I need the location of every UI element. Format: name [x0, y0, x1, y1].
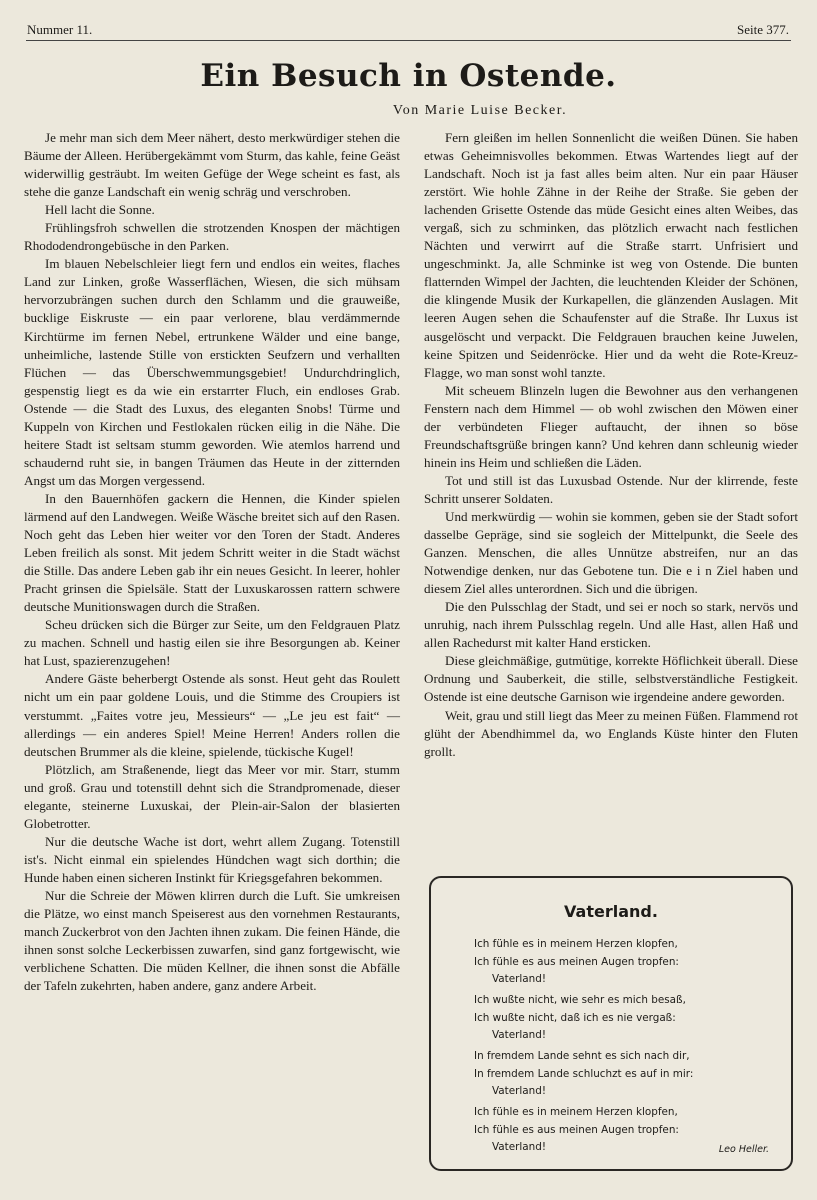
paragraph: Fern gleißen im hellen Sonnenlicht die weißen Dünen. Sie haben etwas Geheimnisvolles bekommen. Etwas Wartendes liegt auf der Landschaft. Noch ist ja fast alles beim alten. Nur ein paar Häuser zerstört. Wie hohle Zähne in der Reihe der Straße. Sie geben der lachenden Grisette Ostende das müde Gesicht eines alten Weibes, das vergaß, sich zu schminken, das plötzlich erwacht nach festlichen Nächten und verwirrt auf die Straße starrt. Unfrisiert und ungeschminkt. Ja, alle Schminke ist weg von Ostende. Die bunten flatternden Wimpel der Jachten, die leuchtenden Kleider der Schönen, die klingende Musik der Kurkapellen, die glänzenden Auslagen. Mit leeren Augen sehen die Schaufenster auf die Straße. Ihr Luxus ist ausgelöscht und verpackt. Die Feldgrauen brauchen keine Juwelen, keine Spitzen und Seidenröcke. Hier und da weht die Rote-Kreuz-Flagge, wo man sonst wohl tanzte.: [424, 130, 798, 380]
poem-line: Ich wußte nicht, daß ich es nie vergaß:: [474, 1011, 676, 1024]
paragraph: Hell lacht die Sonne.: [45, 202, 155, 218]
page-number: Seite 377.: [737, 22, 789, 37]
poem-line: Ich fühle es in meinem Herzen klopfen,: [474, 1106, 678, 1118]
paragraph: Scheu drücken sich die Bürger zur Seite, um den Feldgrauen Platz zu machen. Schnell und hastig eilen sie ihre Besorgungen ab. Keiner hat Lust, spazierenzugehen!: [24, 617, 400, 669]
paragraph: Im blauen Nebelschleier liegt fern und endlos ein weites, flaches Land zur Linken, große Wasserflächen, Wiesen, die sich mühsam hervorzubrängen suchen durch den Schlamm und die grauweiße, bucklige Eiskruste — ein paar verlorene, blau verdämmernde Kirchtürme im fernen Nebel, ertrunkene Wälder und eine bange, unheimliche, lastende Stille von erstickten Seufzern und verhallten Flüchen — das Überschwemmungsgebiet! Undurchdringlich, gespenstig liegt es da wie ein erstarrter Fluch, ein endloses Grab. Ostende — die Stadt des Luxus, des eleganten Snobs! Türme und Kuppeln von Kirchen und Festlokalen rücken eilig in die Nähe. Die heitere Stadt ist seltsam stumm geworden. Wie atemlos harrend und schaudernd ruht sie, in bangen Träumen das Heute in der zitternden Angst um das Morgen vergessend.: [24, 256, 400, 488]
poem-line: Ich fühle es aus meinen Augen tropfen:: [474, 955, 679, 968]
paragraph: In den Bauernhöfen gackern die Hennen, die Kinder spielen lärmend auf den Landwegen. Weiße Wäsche breitet sich auf den Rasen. Noch geht das Leben hier weiter vor den Toren der Stadt. Anderes Leben freilich als sonst. Mit jedem Schritt weiter in die Stadt wächst die Stille. Das andere Leben gab ihr ein neues Gesicht. In leerer, hohler Pracht grinsen die Spielsäle. Statt der Luxuskarossen rattern schwere deutsche Munitionswagen durch die Straßen.: [24, 490, 400, 615]
paragraph: Die den Pulsschlag der Stadt, und sei er noch so stark, nervös und unruhig, nach ihrem Pulsschlag regeln. Und alle Hast, allen Haß und allen Rachedurst mit kalter Hand ersticken.: [424, 599, 798, 651]
poem-refrain: Vaterland!: [492, 1141, 547, 1154]
poem-title: Vaterland.: [564, 902, 658, 921]
poem-refrain: Vaterland!: [492, 973, 547, 986]
paragraph: Weit, grau und still liegt das Meer zu meinen Füßen. Flammend rot glüht der Abendhimmel da, wo Englands Küste hinter den Fluten grollt.: [424, 707, 798, 759]
paragraph: Je mehr man sich dem Meer nähert, desto merkwürdiger stehen die Bäume der Alleen. Herübergekämmt vom Sturm, das kahle, feine Geäst widerwillig gesträubt. Im weiten Gefüge der Wege scheint es fast, als stehe die ganze Landschaft ein wenig schräg und verschroben.: [24, 130, 400, 200]
poem-stanza: [474, 992, 784, 1045]
poem-refrain: Vaterland!: [492, 1029, 547, 1042]
poem-box: [429, 876, 793, 1171]
article-title: Ein Besuch in Ostende.: [200, 58, 617, 94]
article-column-left: [24, 129, 400, 995]
issue-number: Nummer 11.: [27, 22, 93, 37]
paragraph: Nur die Schreie der Möwen klirren durch die Luft. Sie umkreisen die Plätze, wo einst manch Speiserest aus den vornehmen Restaurants, manch Zuckerbrot von den Jachten ihnen zukam. Die feinen Hände, die ihnen sonst solche Leckerbissen zuwarfen, sind ganz fortgewischt, wie verblichene Schatten. Die müden Kellner, die ihnen sonst die Abfälle der Tafeln zukehrten, haben andere, ganz andere Arbeit.: [24, 887, 400, 994]
poem-line: Ich fühle es aus meinen Augen tropfen:: [474, 1123, 679, 1136]
paragraph: Tot und still ist das Luxusbad Ostende. Nur der klirrende, feste Schritt unserer Soldaten.: [424, 472, 798, 506]
poem-line: Ich wußte nicht, wie sehr es mich besaß,: [474, 994, 686, 1006]
poem-line: In fremdem Lande schluchzt es auf in mir:: [474, 1067, 694, 1080]
poem-author: Leo Heller.: [718, 1144, 769, 1155]
paragraph: Frühlingsfroh schwellen die strotzenden Knospen der mächtigen Rhododendrongebüsche in den Parken.: [24, 220, 400, 254]
article-author: Von Marie Luise Becker.: [392, 103, 568, 118]
poem-refrain: Vaterland!: [492, 1085, 547, 1098]
header-rule: [26, 40, 791, 41]
poem-line: Ich fühle es in meinem Herzen klopfen,: [474, 938, 678, 950]
article-column-right: [424, 129, 798, 761]
paragraph: Diese gleichmäßige, gutmütige, korrekte Höflichkeit überall. Diese Ordnung und Sauberkeit, die stille, selbstverständliche Festigkeit. Ostende ist eine deutsche Garnison wie irgendeine andere geworden.: [424, 653, 798, 705]
paragraph: Mit scheuem Blinzeln lugen die Bewohner aus den verhangenen Fenstern nach dem Himmel — ob wohl zwischen den Möwen einer der verbündeten Flieger auftaucht, der ihnen so böse Freundschaftsgrüße bringen kann? Und kehren dann schleunig wieder hinein ins Heim und schließen die Läden.: [424, 382, 798, 470]
poem-stanza: [474, 1048, 784, 1101]
paragraph: Plötzlich, am Straßenende, liegt das Meer vor mir. Starr, stumm und groß. Grau und totenstill dehnt sich die Strandpromenade, dieser elegante, steinerne Luxuskai, der Plein-air-Salon der blasierten Globetrotter.: [24, 761, 400, 831]
poem-line: In fremdem Lande sehnt es sich nach dir,: [474, 1050, 690, 1062]
poem-stanza: [474, 936, 784, 989]
paragraph: Nur die deutsche Wache ist dort, wehrt allem Zugang. Totenstill ist's. Nicht einmal ein spielendes Hündchen wagt sich dorthin; die Hunde haben einen sicheren Instinkt für Kriegsgefahren bekommen.: [24, 833, 400, 885]
paragraph: Und merkwürdig — wohin sie kommen, geben sie der Stadt sofort dasselbe Gepräge, sind sie sogleich der Mittelpunkt, die Seele des Ganzen. Menschen, die alles Unnütze abstreifen, nur an das Notwendige denken, nur das Gebotene tun. Die e i n Ziel haben und diesem Ziel alles unterordnen. Sich und die übrigen.: [424, 508, 798, 597]
paragraph: Andere Gäste beherbergt Ostende als sonst. Heut geht das Roulett nicht um ein paar goldene Louis, und die Stimme des Croupiers ist verstummt. „Faites votre jeu, Messieurs“ — „Le jeu est fait“ — allerdings — ein anderes Spiel! Meine Herren! Anders rollen die deutschen Brummer als die kleine, spielende, tückische Kugel!: [24, 671, 400, 759]
